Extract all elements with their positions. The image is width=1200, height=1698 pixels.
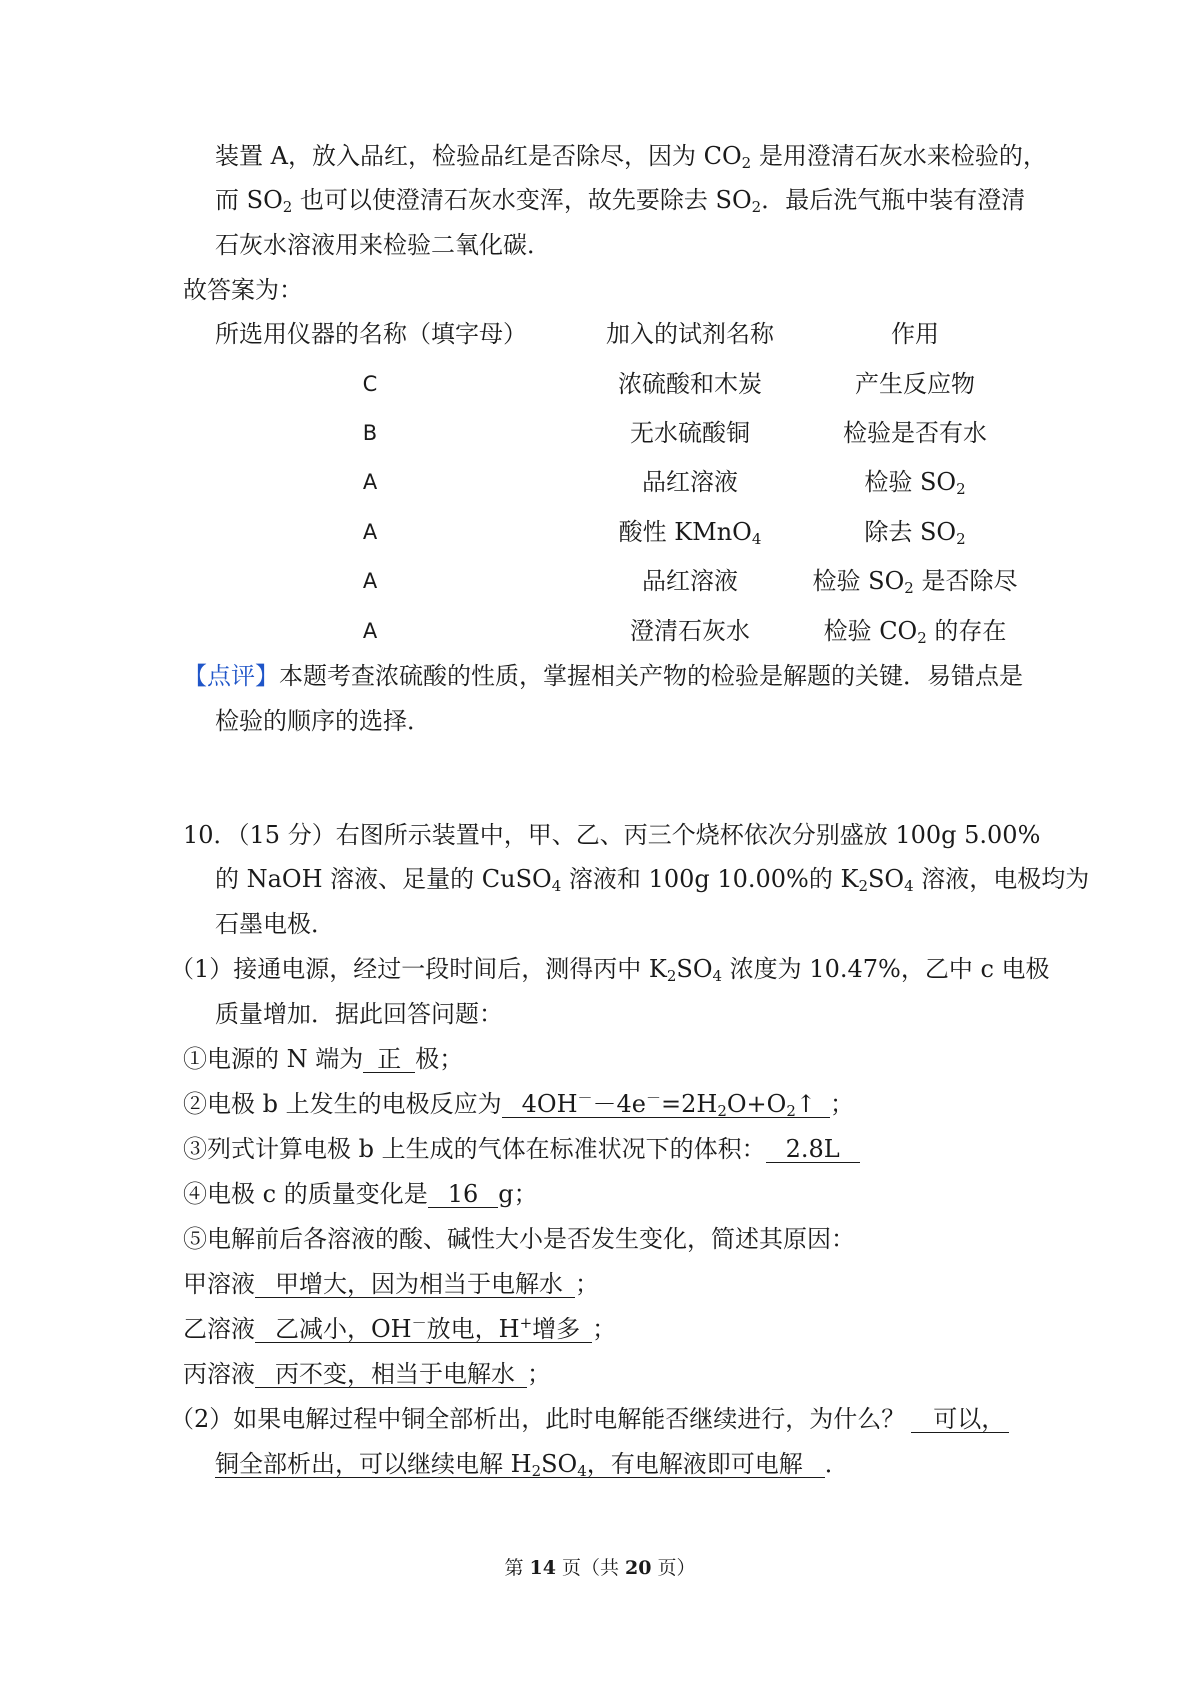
text: 页） (651, 1557, 696, 1579)
sub-question-5: ⑤电解前后各溶液的酸、碱性大小是否发生变化，简述其原因： (183, 1225, 855, 1253)
part-2-line-2 (215, 1449, 849, 1479)
text: ，有电解液即可电解 (586, 1450, 803, 1478)
table-cell-device: A (362, 520, 378, 544)
answer-blank: 可以， (911, 1406, 1009, 1433)
table-cell-device: A (362, 569, 378, 593)
text: 是用澄清石灰水来检验的， (751, 142, 1047, 170)
subscript: 4 (751, 530, 762, 548)
table-cell-reagent (560, 566, 820, 596)
page-number: 14 (529, 1557, 556, 1579)
text: 检验是否有水 (843, 419, 987, 447)
table-cell-purpose (790, 517, 1040, 547)
text: ①电源的 N 端为 (183, 1045, 364, 1073)
table-cell-device: A (362, 470, 378, 494)
text: ↑ (795, 1090, 816, 1118)
text: O+O (726, 1090, 787, 1118)
table-cell-reagent (560, 616, 820, 646)
subscript: 2 (531, 1462, 542, 1480)
subscript: 2 (282, 198, 293, 216)
subscript: 2 (956, 530, 966, 548)
table-cell-purpose (790, 369, 1040, 399)
table-cell-purpose (790, 566, 1040, 596)
subscript: 2 (751, 198, 762, 216)
text: ③列式计算电极 b 上生成的气体在标准状况下的体积： (183, 1135, 766, 1163)
sub-question-1 (183, 1044, 463, 1074)
text: 乙减小，OH (275, 1315, 412, 1343)
question-10-line-3: 石墨电极． (215, 910, 335, 938)
text: 也可以使澄清石灰水变浑，故先要除去 SO (292, 186, 752, 214)
text: 澄清石灰水 (630, 617, 750, 645)
text: 甲溶液 (183, 1270, 255, 1298)
text: ； (575, 1270, 599, 1298)
text: 酸性 KMnO (618, 518, 752, 546)
subscript: 2 (741, 154, 752, 172)
comment-line-2: 检验的顺序的选择． (215, 707, 431, 735)
answer-blank (215, 1451, 825, 1478)
subscript: 2 (786, 1102, 796, 1120)
page-total: 20 (625, 1557, 652, 1579)
subscript: 2 (858, 877, 868, 895)
text: 检验 SO (812, 567, 905, 595)
text: （1）接通电源，经过一段时间后，测得丙中 K (170, 955, 667, 983)
superscript: － (577, 1089, 593, 1107)
subscript: 4 (577, 1462, 587, 1480)
table-header-device: 所选用仪器的名称（填字母） (215, 320, 527, 348)
text: 溶液，电极均为 (913, 865, 1090, 893)
text: 而 SO (215, 186, 283, 214)
text: 丙溶液 (183, 1360, 255, 1388)
text: 产生反应物 (855, 370, 975, 398)
text: ； (592, 1315, 617, 1343)
subscript: 2 (917, 629, 927, 647)
subscript: 2 (717, 1102, 727, 1120)
comment-line-1 (183, 661, 1023, 691)
sub-question-4 (183, 1179, 538, 1209)
text: ． (824, 1450, 849, 1478)
sub-question-3 (183, 1134, 860, 1164)
text: ．最后洗气瓶中装有澄清 (761, 186, 1026, 214)
explanation-line-3: 石灰水溶液用来检验二氧化碳． (215, 231, 551, 259)
text: 4OH (521, 1090, 578, 1118)
text: SO (676, 955, 713, 983)
subscript: 4 (551, 877, 562, 895)
table-cell-reagent (560, 517, 820, 547)
text: 铜全部析出，可以继续电解 H (215, 1450, 532, 1478)
text: =2H (661, 1090, 718, 1118)
question-10-line-2 (215, 864, 1089, 894)
text: 除去 SO (864, 518, 957, 546)
text: 检验 SO (864, 468, 957, 496)
text: 浓度为 10.47%，乙中 c 电极 (722, 955, 1050, 983)
answer-blank: 2.8L (766, 1136, 860, 1163)
text: 无水硫酸铜 (630, 419, 750, 447)
comment-tag: 【点评】 (183, 662, 279, 690)
text: SO (867, 865, 905, 893)
text: 第 (504, 1557, 530, 1579)
part-1-line-1 (170, 954, 1050, 984)
table-cell-device: A (362, 619, 378, 643)
answer-intro: 故答案为： (183, 276, 303, 304)
text: 乙溶液 (183, 1315, 255, 1343)
answer-blank: 甲增大，因为相当于电解水 (255, 1271, 575, 1298)
sub-question-2 (183, 1089, 854, 1119)
text: ； (527, 1360, 551, 1388)
text: 浓硫酸和木炭 (618, 370, 762, 398)
table-cell-purpose (790, 467, 1040, 497)
table-cell-purpose (790, 616, 1040, 646)
text: 极； (415, 1045, 464, 1073)
text: （2）如果电解过程中铜全部析出，此时电解能否继续进行，为什么？ (170, 1405, 906, 1433)
text: 品红溶液 (642, 468, 738, 496)
answer-blank: 正 (363, 1046, 415, 1073)
subscript: 2 (956, 480, 966, 498)
text: 是否除尽 (913, 567, 1018, 595)
answer-blank: 丙不变，相当于电解水 (255, 1361, 527, 1388)
table-cell-reagent (560, 418, 820, 448)
superscript: － (411, 1314, 427, 1332)
answer-blank: 16 (428, 1181, 499, 1208)
text: 溶液和 100g 10.00%的 K (561, 865, 859, 893)
subscript: 4 (904, 877, 914, 895)
table-header-reagent: 加入的试剂名称 (606, 320, 774, 348)
text: ； (830, 1090, 854, 1118)
text: ②电极 b 上发生的电极反应为 (183, 1090, 502, 1118)
subscript: 2 (904, 579, 914, 597)
table-cell-device: B (362, 421, 378, 445)
text: g； (498, 1180, 538, 1208)
answer-blank (502, 1091, 830, 1118)
text: 页（共 (555, 1557, 626, 1579)
table-cell-reagent (560, 369, 820, 399)
table-cell-purpose (790, 418, 1040, 448)
table-cell-device: C (362, 372, 378, 396)
answer-jia (183, 1269, 599, 1299)
superscript: － (646, 1089, 662, 1107)
text: 本题考查浓硫酸的性质，掌握相关产物的检验是解题的关键．易错点是 (279, 662, 1023, 690)
question-10-line-1: 10．（15 分）右图所示装置中，甲、乙、丙三个烧杯依次分别盛放 100g 5.00% (183, 821, 1041, 849)
table-header-purpose: 作用 (891, 320, 939, 348)
text: 的 NaOH 溶液、足量的 CuSO (215, 865, 552, 893)
text: 增多 (532, 1315, 581, 1343)
text: －4e (592, 1090, 646, 1118)
text: 检验 CO (823, 617, 918, 645)
page-footer (0, 1556, 1200, 1580)
text: ④电极 c 的质量变化是 (183, 1180, 428, 1208)
part-2-line-1 (170, 1404, 1009, 1434)
text: 的存在 (926, 617, 1007, 645)
answer-bing (183, 1359, 551, 1389)
table-cell-reagent (560, 467, 820, 497)
subscript: 4 (712, 967, 723, 985)
text: SO (541, 1450, 578, 1478)
superscript: + (519, 1314, 533, 1332)
text: 品红溶液 (642, 567, 738, 595)
text: 放电，H (426, 1315, 520, 1343)
text: 装置 A，放入品红，检验品红是否除尽，因为 CO (215, 142, 742, 170)
answer-blank (255, 1316, 592, 1343)
explanation-line-2 (215, 185, 1025, 215)
explanation-line-1 (215, 141, 1047, 171)
part-1-line-2: 质量增加．据此回答问题： (215, 1000, 503, 1028)
subscript: 2 (666, 967, 677, 985)
answer-yi (183, 1314, 616, 1344)
